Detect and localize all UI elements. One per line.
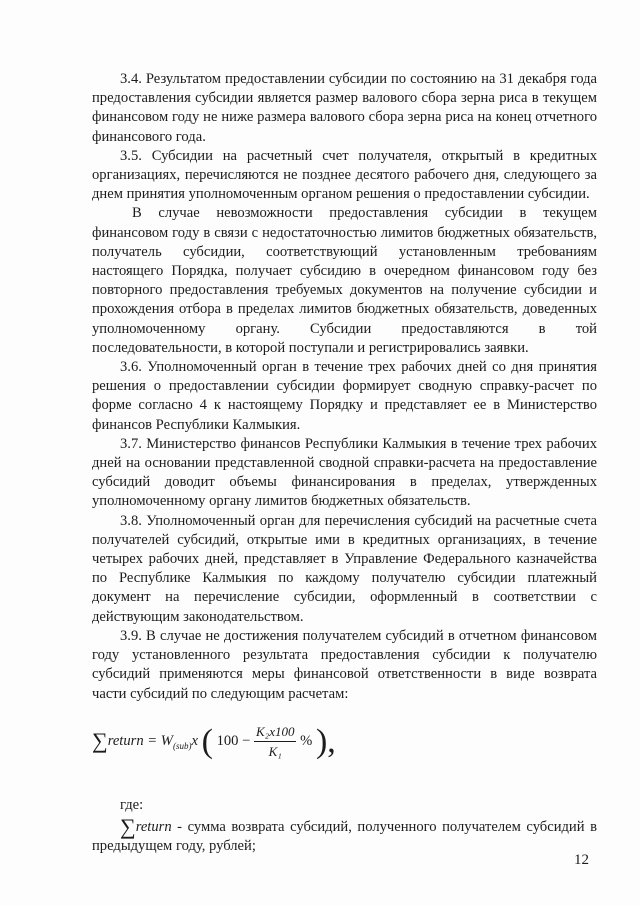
fraction-denominator: K₁ [268,743,282,759]
left-paren: ( [201,722,213,760]
sigma-symbol: ∑ [92,727,108,753]
definition-term: return [135,818,172,835]
formula-percent: % [300,732,313,749]
paragraph-3-8: 3.8. Уполномоченный орган для перечисления субсидий на расчетные счета получателей субсидий, открытые ими в кредитных организациях, в течение четырех рабочих дней, представляет в Управление Федерального казначейства по Республике Калмыкия по каждому получателю субсидии платежный документ на перечисление субсидии, оформленный в соответствии с действующим законодательством. [92,512,597,625]
sigma-symbol-def: ∑ [120,813,136,839]
formula-return: return [107,732,144,749]
return-formula [92,722,597,782]
paragraph-3-4: 3.4. Результатом предоставлении субсидии по состоянию на 31 декабря года предоставления субсидии является размер валового сбора зерна риса в текущем финансовом году не ниже размера валового сбора зерна риса на конец отчетного финансового года. [92,71,597,145]
definition-text: - сумма возврата субсидий, полученного получателем субсидий в предыдущем году, рублей; [92,818,597,855]
right-paren: ), [315,722,336,760]
paragraph-3-9: 3.9. В случае не достижения получателем субсидий в отчетном финансовом году установленного результата предоставления субсидии к получателю субсидий применяются меры финансовой ответственности в виде возврата части субсидий по следующим расчетам: [92,627,597,702]
formula-w: = W [143,732,173,749]
where-label: где: [120,796,144,813]
formula-hundred: 100 − [216,732,254,749]
formula-fraction [254,722,296,761]
paragraph-3-5: 3.5. Субсидии на расчетный счет получателя, открытый в кредитных организациях, перечисляются не позднее десятого рабочего дня, следующего за днем принятия уполномоченным органом решения о предоставлении субсидии. [92,147,597,203]
definition-return [92,813,597,856]
formula-x: x [191,732,198,749]
formula-w-subscript: (sub) [172,740,192,751]
paragraph-limits: В случае невозможности предоставления субсидии в текущем финансовом году в связи с недостаточностью лимитов бюджетных обязательств, получатель субсидии, соответствующий установленным требованиям настоящего Порядка, получает субсидию в очередном финансовом году без повторного предоставления требуемых документов на получение субсидии и прохождения отбора в пределах лимитов бюджетных обязательств, доведенных уполномоченному органу. Субсидии предоставляются в той последовательности, в которой поступали и регистрировались заявки. [92,205,597,356]
paragraph-3-6: 3.6. Уполномоченный орган в течение трех рабочих дней со дня принятия решения о предоставлении субсидии формирует сводную справку-расчет по форме согласно 4 к настоящему Порядку и представляет ее в Министерство финансов Республики Калмыкия. [92,359,597,433]
page-number: 12 [574,852,589,868]
fraction-numerator: K₂x100 [254,722,296,742]
body-text [92,70,597,856]
paragraph-3-7: 3.7. Министерство финансов Республики Калмыкия в течение трех рабочих дней на основании представленной сводной справки-расчета на предоставление субсидий доводит объемы финансирования в пределах, утвержденных уполномоченному органу лимитов бюджетных обязательств. [92,435,597,510]
